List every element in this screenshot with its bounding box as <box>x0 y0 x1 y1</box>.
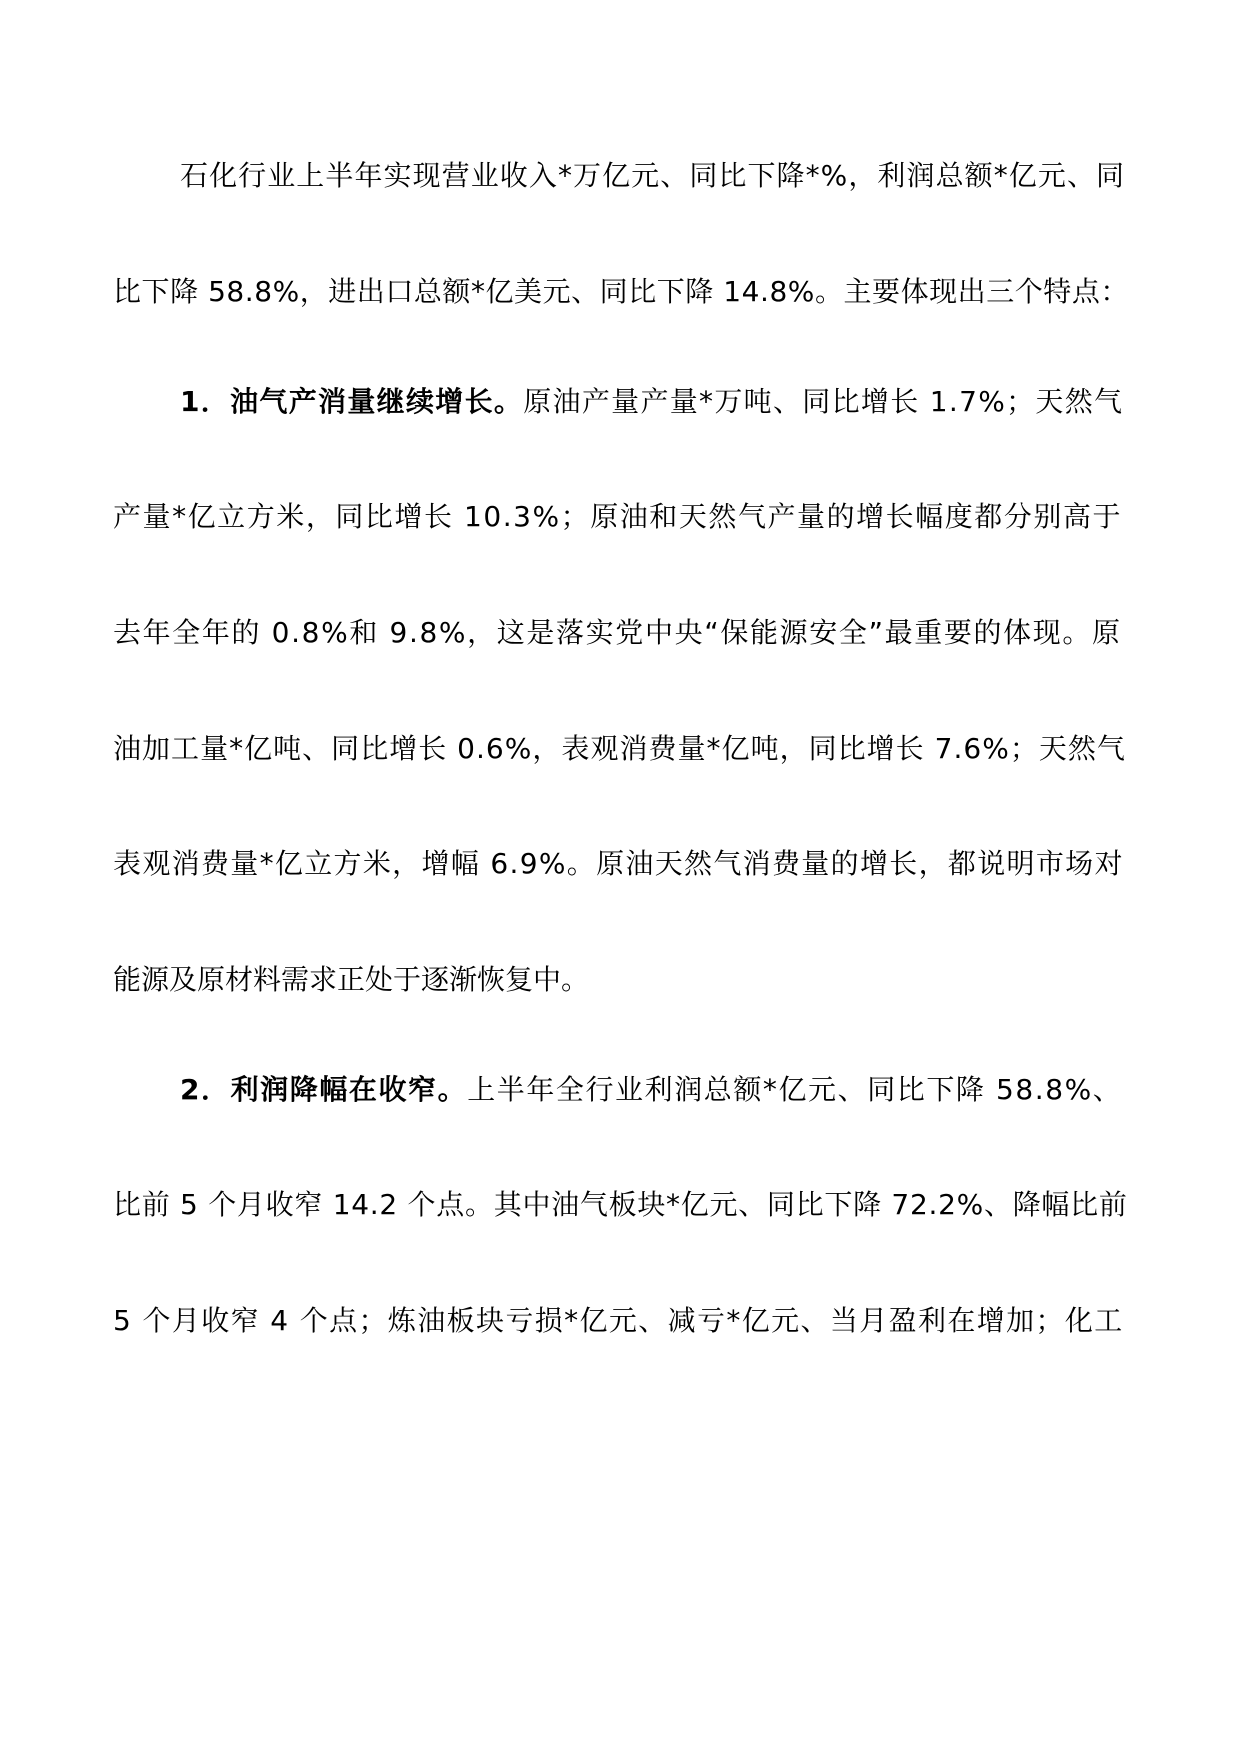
line-text: 上半年全行业利润总额*亿元、同比下降 58.8%、 <box>467 1073 1123 1106</box>
line-text: 去年全年的 0.8%和 9.8%，这是落实党中央“保能源安全”最重要的体现。原 <box>113 616 1122 649</box>
section-heading-line <box>180 1070 1133 1110</box>
line-text: 比下降 58.8%，进出口总额*亿美元、同比下降 14.8%。主要体现出三个特点： <box>113 275 1129 308</box>
paragraph-line <box>113 844 1133 884</box>
section-heading: 2．利润降幅在收窄。 <box>180 1073 468 1106</box>
paragraph-line <box>113 613 1133 653</box>
paragraph-line <box>113 729 1133 769</box>
line-text: 5 个月收窄 4 个点；炼油板块亏损*亿元、减亏*亿元、当月盈利在增加；化工 <box>113 1304 1124 1337</box>
paragraph-line <box>113 497 1133 537</box>
line-text: 能源及原材料需求正处于逐渐恢复中。 <box>113 963 590 996</box>
paragraph-line <box>113 1301 1133 1341</box>
paragraph-line <box>113 960 1133 1000</box>
line-text: 比前 5 个月收窄 14.2 个点。其中油气板块*亿元、同比下降 72.2%、降幅比前 <box>113 1188 1128 1221</box>
line-text: 产量*亿立方米，同比增长 10.3%；原油和天然气产量的增长幅度都分别高于 <box>113 500 1123 533</box>
section-heading: 1．油气产消量继续增长。 <box>180 385 524 418</box>
section-heading-line <box>180 382 1133 422</box>
line-text: 油加工量*亿吨、同比增长 0.6%，表观消费量*亿吨，同比增长 7.6%；天然气 <box>113 732 1126 765</box>
line-text: 表观消费量*亿立方米，增幅 6.9%。原油天然气消费量的增长，都说明市场对 <box>113 847 1124 880</box>
paragraph-line <box>113 1185 1133 1225</box>
paragraph-line <box>180 156 1133 196</box>
line-text: 原油产量产量*万吨、同比增长 1.7%；天然气 <box>523 385 1124 418</box>
line-text: 石化行业上半年实现营业收入*万亿元、同比下降*%，利润总额*亿元、同 <box>180 159 1126 192</box>
paragraph-line <box>113 272 1133 312</box>
